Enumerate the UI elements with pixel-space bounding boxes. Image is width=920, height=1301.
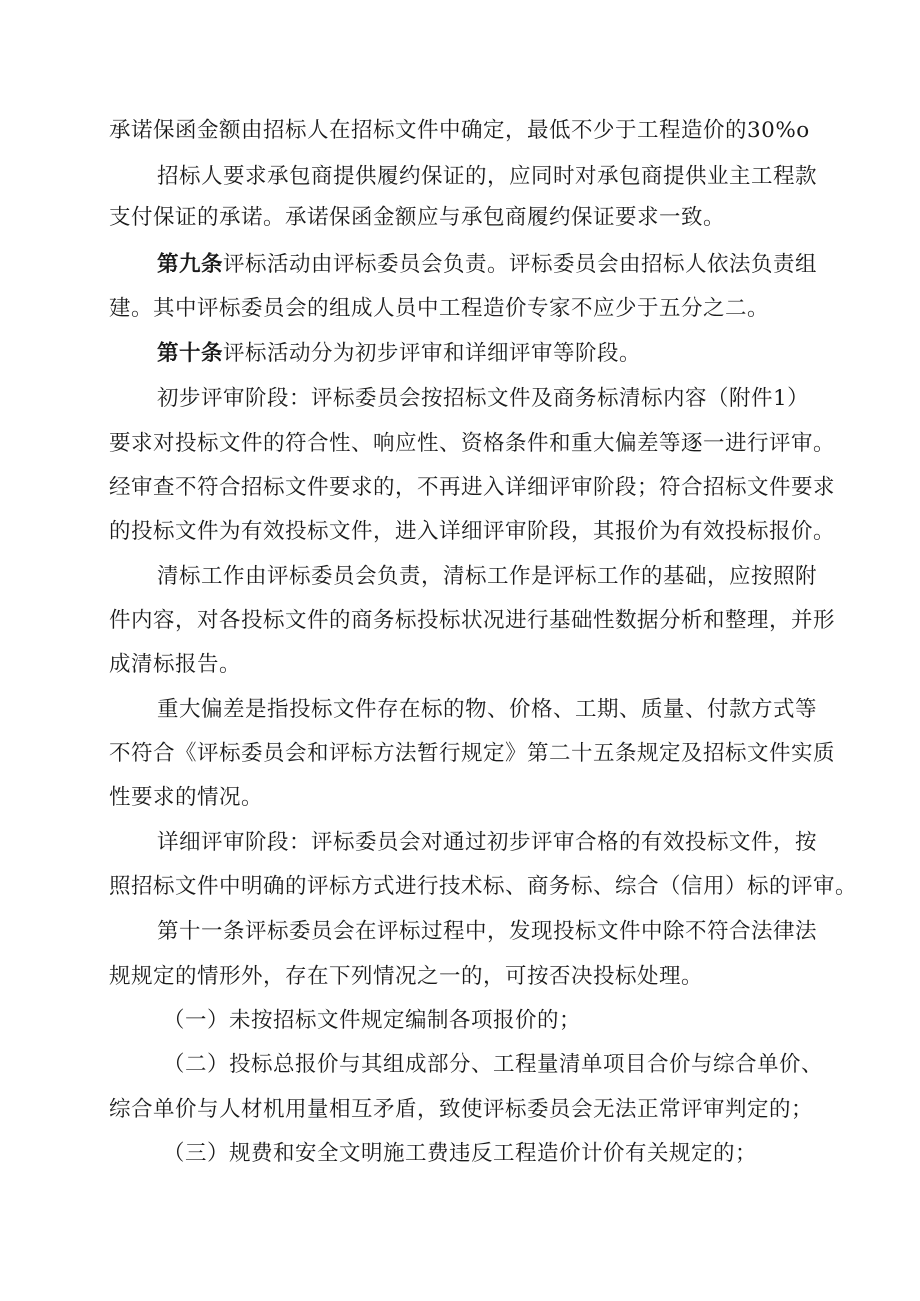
paragraph-line: 性要求的情况。 bbox=[109, 785, 264, 810]
paragraph-line: 初步评审阶段：评标委员会按招标文件及商务标清标内容（附件1） bbox=[157, 386, 810, 411]
article-text: 评标活动由评标委员会负责。评标委员会由招标人依法负责组 bbox=[223, 252, 818, 277]
paragraph-line: 规规定的情形外，存在下列情况之一的，可按否决投标处理。 bbox=[109, 964, 704, 989]
paragraph-line: 不符合《评标委员会和评标方法暂行规定》第二十五条规定及招标文件实质 bbox=[109, 741, 836, 766]
paragraph-line: 成清标报告。 bbox=[109, 652, 242, 677]
article-text: 评标活动分为初步评审和详细评审等阶段。 bbox=[223, 341, 642, 366]
article-9-line bbox=[157, 250, 817, 280]
article-number: 第十条 bbox=[157, 341, 224, 366]
paragraph-line: 第十一条评标委员会在评标过程中，发现投标文件中除不符合法律法 bbox=[157, 919, 818, 944]
paragraph-line: 经审查不符合招标文件要求的，不再进入详细评审阶段；符合招标文件要求 bbox=[109, 475, 836, 500]
paragraph-line: 综合单价与人材机用量相互矛盾，致使评标委员会无法正常评审判定的； bbox=[109, 1097, 814, 1122]
paragraph-line: 照招标文件中明确的评标方式进行技术标、商务标、综合（信用）标的评审。 bbox=[109, 874, 858, 899]
paragraph-line: 招标人要求承包商提供履约保证的，应同时对承包商提供业主工程款 bbox=[157, 164, 818, 189]
paragraph-line: 建。其中评标委员会的组成人员中工程造价专家不应少于五分之二。 bbox=[109, 296, 770, 321]
list-item: （三）规费和安全文明施工费违反工程造价计价有关规定的； bbox=[163, 1141, 758, 1166]
paragraph-line: 详细评审阶段：评标委员会对通过初步评审合格的有效投标文件，按 bbox=[157, 830, 818, 855]
paragraph-line: 的投标文件为有效投标文件，进入详细评审阶段，其报价为有效投标报价。 bbox=[109, 519, 836, 544]
paragraph-line: 要求对投标文件的符合性、响应性、资格条件和重大偏差等逐一进行评审。 bbox=[109, 431, 836, 456]
list-item: （二）投标总报价与其组成部分、工程量清单项目合价与综合单价、 bbox=[163, 1052, 824, 1077]
list-item: （一）未按招标文件规定编制各项报价的； bbox=[163, 1008, 582, 1033]
article-number: 第九条 bbox=[157, 252, 224, 277]
article-10-line bbox=[157, 339, 641, 369]
paragraph-line: 支付保证的承诺。承诺保函金额应与承包商履约保证要求一致。 bbox=[109, 205, 726, 230]
paragraph-line: 重大偏差是指投标文件存在标的物、价格、工期、质量、付款方式等 bbox=[157, 697, 818, 722]
paragraph-line: 清标工作由评标委员会负责，清标工作是评标工作的基础，应按照附 bbox=[157, 564, 818, 589]
paragraph-line: 件内容，对各投标文件的商务标投标状况进行基础性数据分析和整理，并形 bbox=[109, 608, 836, 633]
paragraph-line: 承诺保函金额由招标人在招标文件中确定，最低不少于工程造价的30%o bbox=[109, 118, 810, 143]
